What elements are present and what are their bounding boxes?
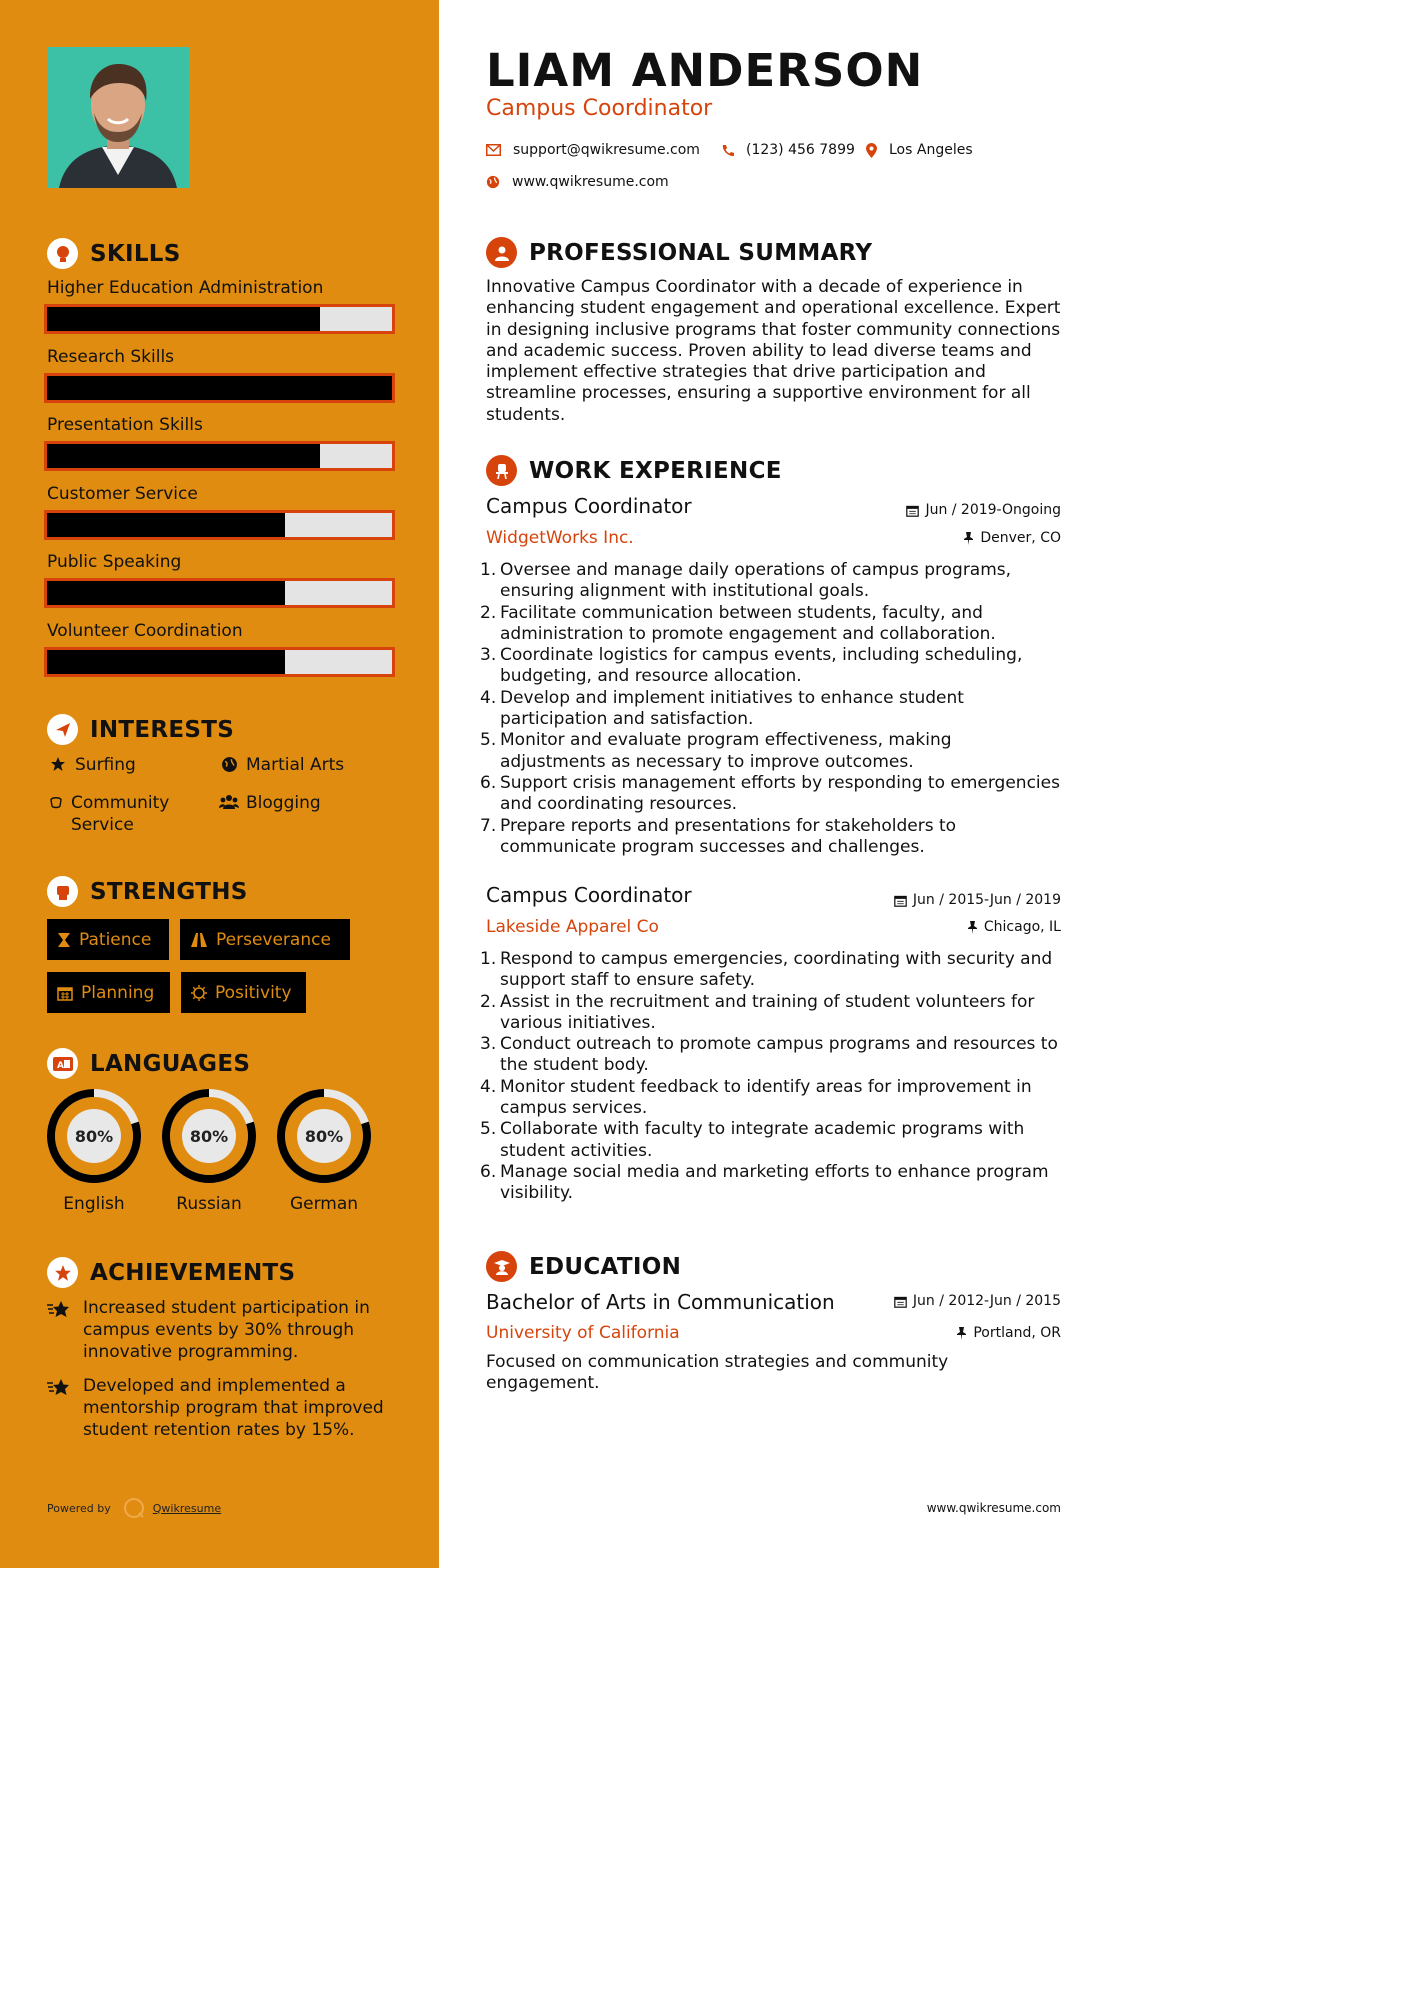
graduate-icon	[486, 1251, 517, 1282]
interests-heading	[47, 714, 234, 745]
work-title: WORK EXPERIENCE	[529, 457, 782, 484]
calendar-icon	[57, 985, 73, 1001]
users-icon	[218, 792, 240, 810]
job-duties	[500, 949, 1060, 1205]
duty-item: Develop and implement initiatives to enhance student participation and satisfaction.	[500, 687, 964, 730]
skill-bar-fill	[47, 376, 392, 400]
lightbulb-icon	[47, 238, 78, 269]
calendar-icon	[894, 894, 907, 907]
duty-item: Facilitate communication between students, faculty, and administration to promote engagement and collaboration.	[500, 602, 996, 644]
paper-plane-icon	[47, 714, 78, 745]
phone-text: (123) 456 7899	[746, 142, 855, 158]
phone-icon	[721, 144, 734, 157]
interest-item	[47, 792, 207, 836]
strengths-heading	[47, 876, 248, 907]
job-company: Lakeside Apparel Co	[486, 917, 659, 937]
qwikresume-logo-icon	[123, 1497, 145, 1519]
shooting-star-icon	[47, 1297, 75, 1323]
achievements-title: ACHIEVEMENTS	[90, 1259, 296, 1286]
language-percent: 80%	[189, 1127, 229, 1146]
languages-title: LANGUAGES	[90, 1050, 251, 1077]
star-icon	[47, 754, 69, 772]
profile-photo	[47, 47, 189, 188]
skill-label: Presentation Skills	[47, 415, 203, 435]
skill-bar-fill	[47, 307, 320, 331]
duty-item: Conduct outreach to promote campus programs and resources to the student body.	[500, 1034, 1058, 1076]
interest-label: Martial Arts	[246, 755, 345, 775]
job-title: Campus Coordinator	[486, 883, 692, 907]
globe-icon	[486, 175, 500, 189]
location-text: Los Angeles	[889, 142, 973, 158]
skills-heading	[47, 238, 181, 269]
road-icon	[190, 932, 208, 948]
interest-label: Surfing	[75, 755, 136, 775]
job-dates-text: Jun / 2015-Jun / 2019	[912, 892, 1061, 908]
job-dates	[906, 502, 1061, 518]
pushpin-icon	[967, 921, 978, 934]
languages-heading	[47, 1048, 250, 1079]
skill-bar-fill	[47, 513, 285, 537]
language-item	[161, 1088, 257, 1214]
calendar-icon	[906, 504, 919, 517]
language-ring	[276, 1088, 372, 1184]
education-title: EDUCATION	[529, 1253, 682, 1280]
education-dates	[894, 1293, 1061, 1309]
skill-bar	[44, 647, 395, 677]
job-location-text: Denver, CO	[980, 530, 1061, 546]
interest-label: Blogging	[246, 793, 321, 813]
duty-item: Collaborate with faculty to integrate academic programs with student activities.	[500, 1119, 1025, 1161]
interest-label: Community Service	[70, 793, 170, 835]
user-icon	[486, 237, 517, 268]
interest-item	[47, 754, 136, 776]
powered-by-label: Powered by	[47, 1501, 111, 1515]
strength-badge	[180, 919, 350, 960]
strength-label: Positivity	[215, 982, 292, 1003]
email-text: support@qwikresume.com	[513, 142, 700, 158]
duty-item: Prepare reports and presentations for stakeholders to communicate program successes and challenges.	[500, 815, 957, 857]
language-ring	[161, 1088, 257, 1184]
svg-text:A: A	[56, 1060, 64, 1071]
interest-item	[218, 754, 344, 776]
strength-label: Perseverance	[216, 929, 331, 950]
language-percent: 80%	[74, 1127, 114, 1146]
contact-email[interactable]	[486, 142, 700, 158]
skill-bar	[44, 373, 395, 403]
footer-url[interactable]: www.qwikresume.com	[926, 1501, 1061, 1515]
interest-item	[218, 792, 321, 814]
hand-icon	[47, 792, 65, 810]
job-company: WidgetWorks Inc.	[486, 528, 634, 548]
work-heading	[486, 455, 782, 486]
achievement-item	[47, 1297, 392, 1363]
skill-label: Public Speaking	[47, 552, 182, 572]
duty-item: Monitor student feedback to identify areas for improvement in campus services.	[500, 1076, 1032, 1119]
language-name: English	[63, 1194, 125, 1214]
website-text: www.qwikresume.com	[512, 174, 669, 190]
interests-title: INTERESTS	[90, 716, 235, 743]
duty-item: Oversee and manage daily operations of campus programs, ensuring alignment with institutional goals.	[500, 560, 1012, 602]
skill-label: Higher Education Administration	[47, 278, 324, 298]
duty-item: Respond to campus emergencies, coordinating with security and support staff to ensure safety.	[500, 949, 1053, 991]
skill-label: Customer Service	[47, 484, 198, 504]
powered-by	[47, 1497, 221, 1519]
chair-icon	[486, 455, 517, 486]
duty-item: Coordinate logistics for campus events, including scheduling, budgeting, and resource allocation.	[500, 645, 1023, 687]
language-name: German	[289, 1194, 359, 1214]
education-dates-text: Jun / 2012-Jun / 2015	[912, 1293, 1061, 1309]
education-heading	[486, 1251, 681, 1282]
pushpin-icon	[956, 1327, 967, 1340]
sidebar	[0, 0, 439, 1568]
achievement-item	[47, 1375, 392, 1441]
summary-heading	[486, 237, 872, 268]
job-location	[967, 919, 1061, 935]
language-percent: 80%	[304, 1127, 344, 1146]
achievements-heading	[47, 1257, 295, 1288]
duty-item: Support crisis management efforts by responding to emergencies and coordinating resources.	[500, 772, 1060, 815]
strength-label: Patience	[79, 929, 152, 950]
job-dates	[894, 892, 1061, 908]
education-description: Focused on communication strategies and community engagement.	[486, 1352, 949, 1394]
achievement-text: Developed and implemented a mentorship program that improved student retention rates by 15%.	[83, 1376, 384, 1440]
skill-bar	[44, 578, 395, 608]
contact-website[interactable]	[486, 174, 669, 190]
job-title: Campus Coordinator	[486, 494, 692, 518]
education-location-text: Portland, OR	[973, 1325, 1061, 1341]
summary-text: Innovative Campus Coordinator with a decade of experience in enhancing student engagement and operational excellence. Expert in designing inclusive programs that foster community connections and academic success. Proven ability to lead diverse teams and implement effective strategies that drive participation and streamline processes, ensuring a supportive environment for all students.	[486, 277, 1061, 425]
strength-badge	[47, 919, 169, 960]
job-duties	[500, 560, 1060, 858]
duty-item: Assist in the recruitment and training of student volunteers for various initiatives.	[500, 991, 1035, 1033]
education-location	[956, 1325, 1061, 1341]
duty-item: Monitor and evaluate program effectiveness, making adjustments as necessary to improve outcomes.	[500, 730, 952, 772]
fist-icon	[47, 876, 78, 907]
contact-phone[interactable]	[721, 142, 855, 158]
skills-title: SKILLS	[90, 240, 181, 267]
pushpin-icon	[963, 532, 974, 545]
achievement-text: Increased student participation in campus events by 30% through innovative programming.	[83, 1298, 370, 1362]
strength-badge	[181, 972, 306, 1013]
skill-bar-fill	[47, 581, 285, 605]
sun-icon	[191, 985, 207, 1001]
language-ring	[46, 1088, 142, 1184]
candidate-name: LIAM ANDERSON	[486, 44, 924, 97]
skill-bar	[44, 304, 395, 334]
skill-bar	[44, 441, 395, 471]
skill-bar	[44, 510, 395, 540]
trophy-star-icon	[47, 1257, 78, 1288]
education-degree: Bachelor of Arts in Communication	[486, 1290, 835, 1314]
job-location-text: Chicago, IL	[983, 919, 1061, 935]
skill-bar-fill	[47, 444, 320, 468]
calendar-icon	[894, 1295, 907, 1308]
skill-bar-fill	[47, 650, 285, 674]
globe-icon	[218, 754, 240, 773]
skill-label: Research Skills	[47, 347, 175, 367]
hourglass-icon	[57, 932, 71, 948]
job-location	[963, 530, 1061, 546]
skill-label: Volunteer Coordination	[47, 621, 243, 641]
strength-label: Planning	[81, 982, 155, 1003]
contact-location	[866, 142, 973, 158]
language-icon	[47, 1048, 78, 1079]
duty-item: Manage social media and marketing efforts to enhance program visibility.	[500, 1161, 1049, 1204]
map-pin-icon	[866, 143, 877, 158]
language-name: Russian	[176, 1194, 242, 1214]
summary-title: PROFESSIONAL SUMMARY	[529, 239, 873, 266]
strength-badge	[47, 972, 170, 1013]
job-dates-text: Jun / 2019-Ongoing	[925, 502, 1061, 518]
candidate-role: Campus Coordinator	[486, 96, 713, 121]
qwikresume-link[interactable]: Qwikresume	[152, 1501, 222, 1515]
education-school: University of California	[486, 1323, 680, 1343]
language-item	[46, 1088, 142, 1214]
strengths-title: STRENGTHS	[90, 878, 248, 905]
shooting-star-icon	[47, 1375, 75, 1401]
language-item	[276, 1088, 372, 1214]
envelope-icon	[486, 144, 501, 156]
